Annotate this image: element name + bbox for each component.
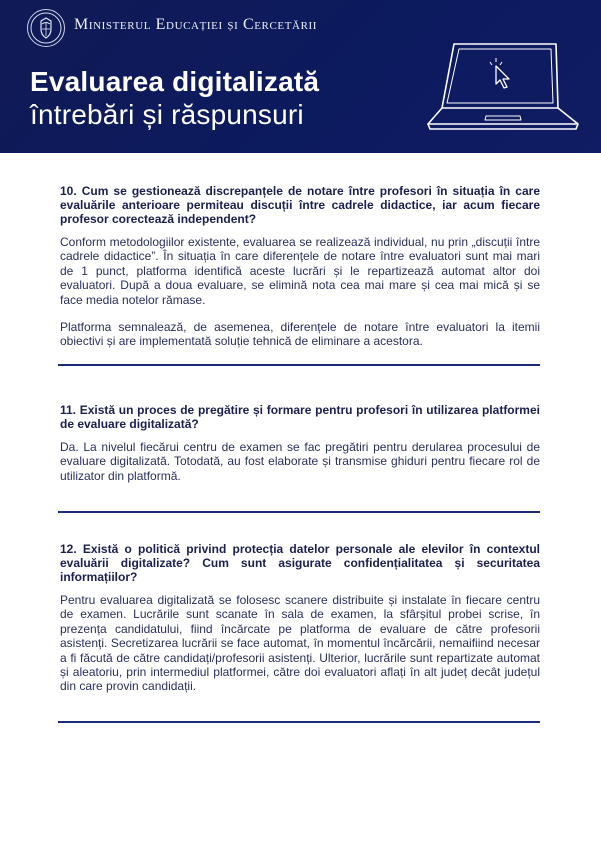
section-divider [58,364,540,366]
answer-12-paragraph-1: Pentru evaluarea digitalizată se folosesc scanere distribuite și instalate în fiecare centru de examen. Lucrările sunt scanate în sala de examen, la sfârșitul probei scrise, în prezența candidatului, fiind încărcate pe platforma de evaluare de către profesorii asistenți. Secretizarea lucrării se face automat, în momentul încărcării, nemaifiind necesar a fi făcută de către candidați/profesorii asistenți. Ulterior, lucrările sunt repartizate automat și aleatoriu, prin intermediul platformei, către doi evaluatori aflați în alt județ decât județul din care provin candidații. [60,593,540,694]
answer-10-paragraph-1: Conform metodologiilor existente, evaluarea se realizează individual, nu prin „discuții între cadrele didactice”. În situația în care diferențele de notare între evaluatori sunt mai mari de 1 punct, platforma identifică aceste lucrări și le repartizează automat altor doi evaluatori. După a doua evaluare, se elimină nota cea mai mare și cea mai mică și se face media notelor rămase. [60,235,540,307]
ministry-name: Ministerul Educației și Cercetării [74,16,318,33]
page-title: Evaluarea digitalizată [30,66,320,97]
faq-item-10 [60,184,540,362]
coat-of-arms-icon [27,9,65,47]
section-divider [58,721,540,723]
answer-10-paragraph-2: Platforma semnalează, de asemenea, diferențele de notare între evaluatori la itemii obiectivi și are implementată soluție tehnică de eliminare a acestora. [60,320,540,349]
answer-11-paragraph-1: Da. La nivelul fiecărui centru de examen se fac pregătiri pentru derularea procesului de evaluare digitalizată. Totodată, au fost elaborate și transmise ghiduri pentru fiecare rol de utilizator din platformă. [60,440,540,483]
laptop-cursor-icon [426,38,581,133]
faq-item-12 [60,542,540,707]
question-12: 12. Există o politică privind protecția datelor personale ale elevilor în contextul evaluării digitalizate? Cum sunt asigurate confidențialitatea și securitatea informațiilor? [60,542,540,584]
faq-item-11 [60,403,540,496]
question-10: 10. Cum se gestionează discrepanțele de notare între profesori în situația în care evaluările anterioare permiteau discuții între cadrele didactice, iar acum fiecare profesor corectează independent? [60,184,540,226]
page-header [0,0,601,153]
section-divider [58,511,540,513]
question-11: 11. Există un proces de pregătire și formare pentru profesori în utilizarea platformei de evaluare digitalizată? [60,403,540,431]
page-subtitle: întrebări și răspunsuri [30,99,304,130]
